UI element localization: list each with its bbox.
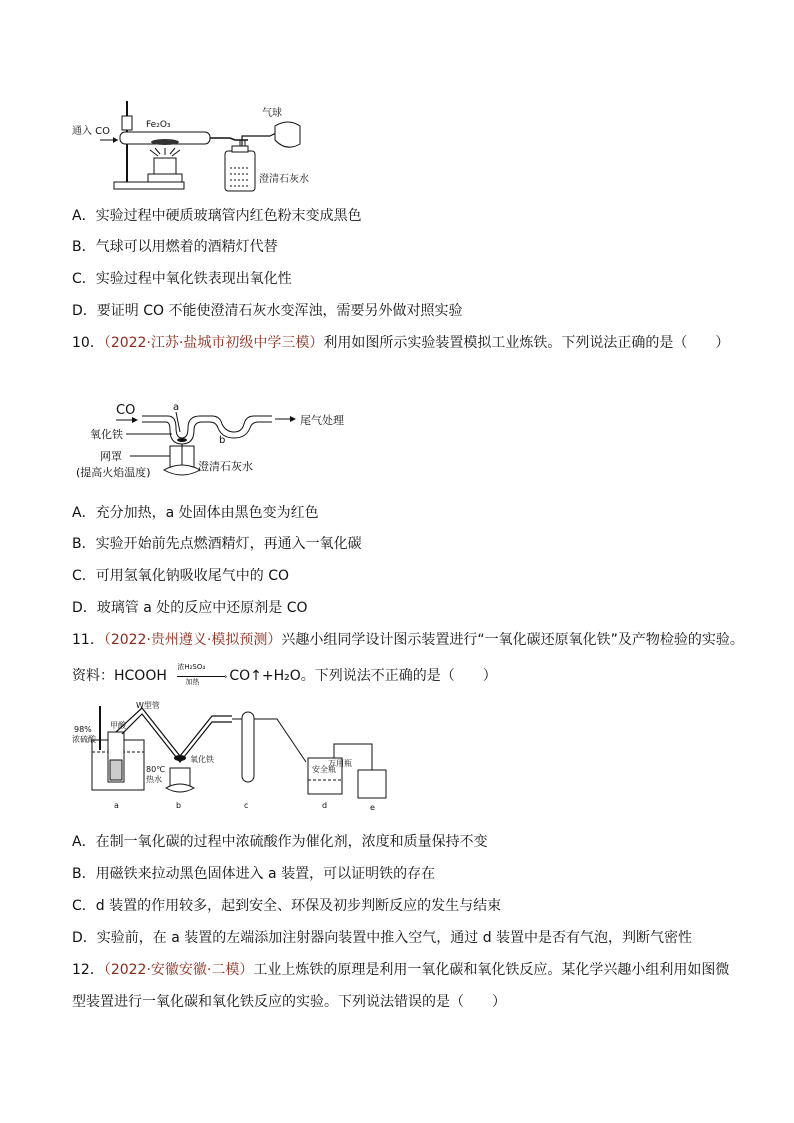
q11-option-c: C．d 装置的作用较多，起到安全、环保及初步判断反应的发生与结束 <box>72 898 502 914</box>
q10-number: 10． <box>72 335 104 351</box>
q11-material-line <box>72 663 497 686</box>
q12-stem: 工业上炼铁的原理是利用一氧化碳和氧化铁反应。某化学兴趣小组利用如图微 <box>253 962 730 978</box>
q11-option-d: D．实验前，在 a 装置的左端添加注射器向装置中推入空气，通过 d 装置中是否有气泡，判断气密性 <box>72 930 693 946</box>
q10-option-b: B．实验开始前先点燃酒精灯，再通入一氧化碳 <box>72 536 362 552</box>
q9-option-c: C．实验过程中氧化铁表现出氧化性 <box>72 271 292 287</box>
figure-co-reduction-apparatus <box>70 96 330 196</box>
fig2-mesh-note: (提高火焰温度) <box>76 466 151 479</box>
q12-number: 12． <box>72 962 104 978</box>
fig1-balloon-label: 气球 <box>262 108 282 119</box>
q11-source: （2022·贵州遵义·模拟预测） <box>103 632 282 648</box>
fig2-limewater-label: 澄清石灰水 <box>198 460 253 473</box>
q11-stem-line <box>72 631 744 649</box>
figure-ironmaking-apparatus <box>72 398 344 488</box>
q11-arrow-bottom: 加热 <box>185 678 200 686</box>
q11-option-b: B．用磁铁来拉动黑色固体进入 a 装置，可以证明铁的存在 <box>72 866 436 882</box>
fig2-co-label: CO <box>116 403 136 418</box>
fig2-tail-label: 尾气处理 <box>300 414 344 427</box>
fig3-formic-label: 甲酸 <box>110 721 126 730</box>
q11-option-a: A．在制一氧化碳的过程中浓硫酸作为催化剂，浓度和质量保持不变 <box>72 834 488 850</box>
q10-option-c: C．可用氢氧化钠吸收尾气中的 CO <box>72 568 290 584</box>
q10-stem: 利用如图所示实验装置模拟工业炼铁。下列说法正确的是（ ） <box>323 335 730 351</box>
fig3-d-label: d <box>322 801 328 810</box>
fig2-b-label: b <box>219 435 226 446</box>
q11-arrow-top: 浓H₂SO₄ <box>177 663 206 671</box>
q9-option-d: D．要证明 CO 不能使澄清石灰水变浑浊，需要另外做对照实验 <box>72 303 463 319</box>
q12-source: （2022·安徽安徽·二模） <box>103 962 254 978</box>
q10-stem-line <box>72 334 729 352</box>
fig1-co-in-label: 通入 CO <box>72 126 111 137</box>
q11-number: 11． <box>72 632 104 648</box>
fig1-limewater-label: 澄清石灰水 <box>259 174 309 185</box>
q11-material-suffix: CO↑+H₂O。下列说法不正确的是（ ） <box>229 668 497 684</box>
figure-w-tube-apparatus <box>72 700 392 820</box>
q9-option-b: B．气球可以用燃着的酒精灯代替 <box>72 239 278 255</box>
q11-reaction-arrow: 浓H₂SO₄ › 加热 <box>177 663 228 686</box>
fig1-fe2o3-label: Fe₂O₃ <box>146 120 171 130</box>
q12-stem-line-2: 型装置进行一氧化碳和氧化铁反应的实验。下列说法错误的是（ ） <box>72 994 506 1010</box>
fig2-mesh-label: 网罩 <box>100 450 122 463</box>
q10-option-d: D．玻璃管 a 处的反应中还原剂是 CO <box>72 600 308 616</box>
fig2-fe-oxide-label: 氧化铁 <box>90 428 123 441</box>
fig2-a-label: a <box>173 402 180 413</box>
fig3-a-label: a <box>114 801 119 810</box>
fig3-bottle-label: 万用瓶 <box>328 759 352 768</box>
fig3-water-label: 热水 <box>146 775 162 784</box>
fig3-safety-label: 安全瓶 <box>312 765 336 774</box>
fig3-b-label: b <box>176 801 182 810</box>
fig3-w-tube-label: W型管 <box>136 701 160 710</box>
q11-material-prefix: 资料：HCOOH <box>72 668 167 684</box>
fig3-acid-pct: 98% <box>74 725 92 734</box>
fig3-water-temp: 80℃ <box>146 765 166 774</box>
q9-option-a: A．实验过程中硬质玻璃管内红色粉末变成黑色 <box>72 208 362 224</box>
fig3-c-label: c <box>244 801 249 810</box>
q10-option-a: A．充分加热，a 处固体由黑色变为红色 <box>72 505 319 521</box>
q12-stem-line <box>72 961 729 979</box>
fig3-fe-oxide-label: 氧化铁 <box>190 755 214 764</box>
q11-stem: 兴趣小组同学设计图示装置进行“一氧化碳还原氧化铁”及产物检验的实验。 <box>281 632 744 648</box>
fig3-acid-label: 浓硫酸 <box>72 735 96 744</box>
q10-source: （2022·江苏·盐城市初级中学三模） <box>103 335 324 351</box>
fig3-e-label: e <box>370 803 375 812</box>
